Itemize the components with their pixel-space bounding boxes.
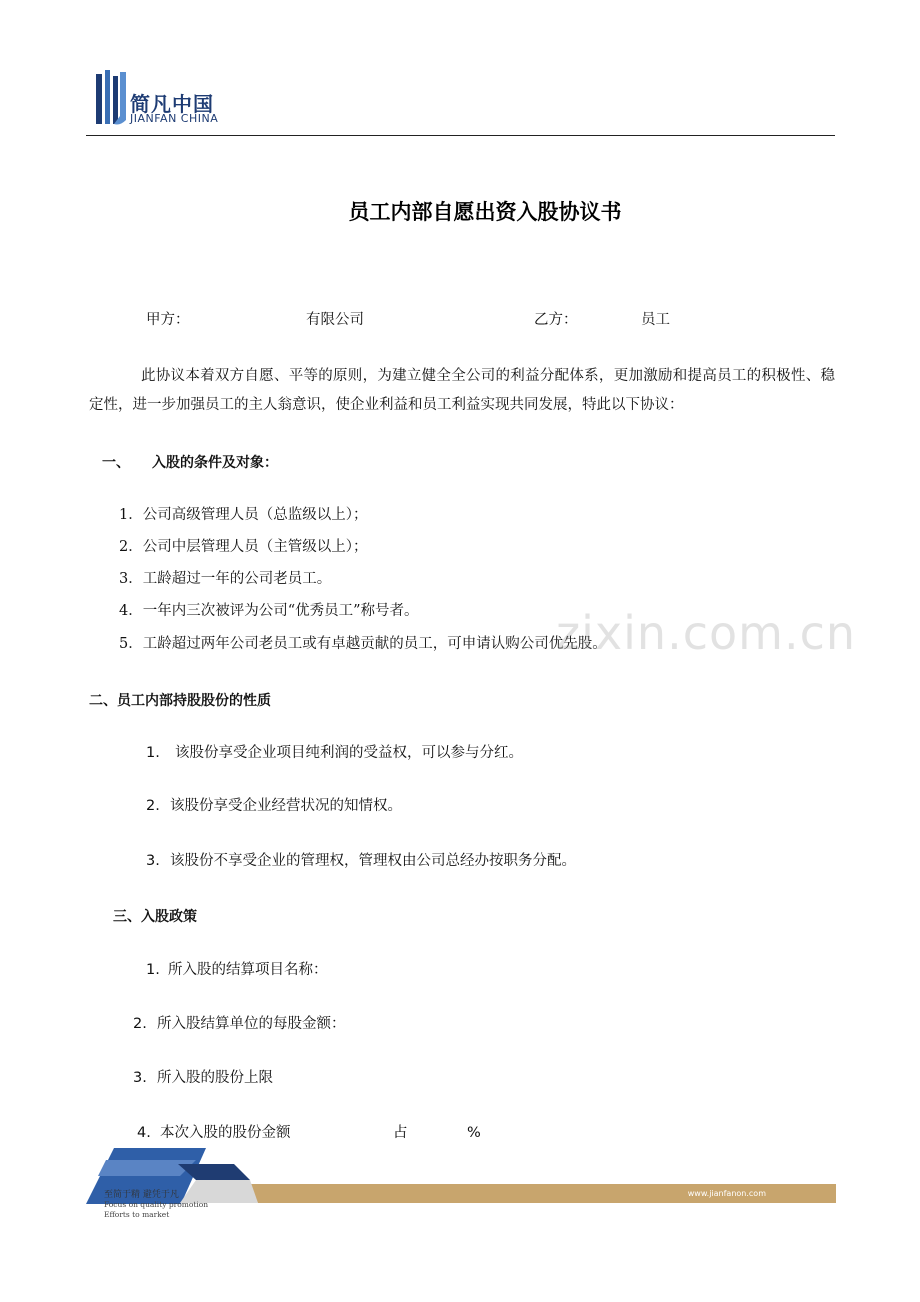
footer-slogan	[104, 1190, 208, 1220]
section2-item-1-num: 1.	[146, 745, 160, 761]
party-a-label: 甲方：	[146, 312, 190, 328]
party-b-value: 员工	[641, 312, 670, 328]
party-b-label: 乙方：	[534, 312, 578, 328]
footer-banner	[86, 1146, 836, 1219]
section3-item-4-num: 4.	[137, 1125, 151, 1141]
section3-item-3-text: 所入股的股份上限	[157, 1070, 273, 1086]
section1-heading: 入股的条件及对象：	[152, 455, 278, 471]
company-logo	[96, 70, 246, 130]
section3-item-4-text: 本次入股的股份金额	[160, 1125, 291, 1141]
section1-item-4: 4．一年内三次被评为公司“优秀员工”称号者。	[119, 603, 419, 619]
section3-heading: 三、入股政策	[113, 909, 197, 925]
section3-item-3-num: 3.	[133, 1070, 147, 1086]
header-divider	[86, 135, 835, 136]
footer-slogan-en-1: Focus on quality promotion	[104, 1200, 209, 1209]
logo-chinese-text: 简凡中国	[130, 92, 214, 116]
section2-item-1-text: 该股份享受企业项目纯利润的受益权，可以参与分红。	[175, 745, 523, 761]
section2-item-3-num: 3.	[146, 853, 160, 869]
section1-item-2: 2．公司中层管理人员（主管级以上）；	[119, 539, 368, 555]
section2-item-3-text: 该股份不享受企业的管理权，管理权由公司总经办按职务分配。	[170, 853, 576, 869]
section3-item-2-text: 所入股结算单位的每股金额：	[157, 1016, 346, 1032]
footer-slogan-en-2: Efforts to market	[104, 1210, 170, 1219]
section3-item-2-num: 2.	[133, 1016, 147, 1032]
section3-item-1-text: 所入股的结算项目名称：	[168, 962, 328, 978]
section1-number: 一、	[102, 455, 130, 471]
footer-url: www.jianfanon.com	[687, 1189, 766, 1198]
section2-item-2-text: 该股份享受企业经营状况的知情权。	[170, 798, 402, 814]
section3-item-1-num: 1.	[146, 962, 160, 978]
section1-item-1: 1．公司高级管理人员（总监级以上）；	[119, 507, 368, 523]
document-title: 员工内部自愿出资入股协议书	[348, 199, 622, 224]
intro-paragraph: 此协议本着双方自愿、平等的原则，为建立健全全公司的利益分配体系，更加激励和提高员工的积极性、稳定性，进一步加强员工的主人翁意识，使企业利益和员工利益实现共同发展，特此以下协议：	[89, 368, 835, 413]
section3-item-4-zhan: 占	[393, 1125, 408, 1141]
footer-slogan-cn: 至简于精 避凭于凡	[104, 1190, 179, 1200]
logo-english-text: JIANFAN CHINA	[130, 112, 219, 125]
section2-item-2-num: 2.	[146, 798, 160, 814]
party-a-value: 有限公司	[306, 312, 364, 328]
section2-heading: 二、员工内部持股股份的性质	[89, 693, 271, 709]
watermark-text: zixin.com.cn	[556, 606, 857, 660]
section1-item-3: 3．工龄超过一年的公司老员工。	[119, 571, 332, 587]
section3-item-4-percent: %	[467, 1125, 481, 1141]
logo-mark-icon	[96, 70, 126, 126]
section1-item-5: 5．工龄超过两年公司老员工或有卓越贡献的员工，可申请认购公司优先股。	[119, 636, 607, 652]
